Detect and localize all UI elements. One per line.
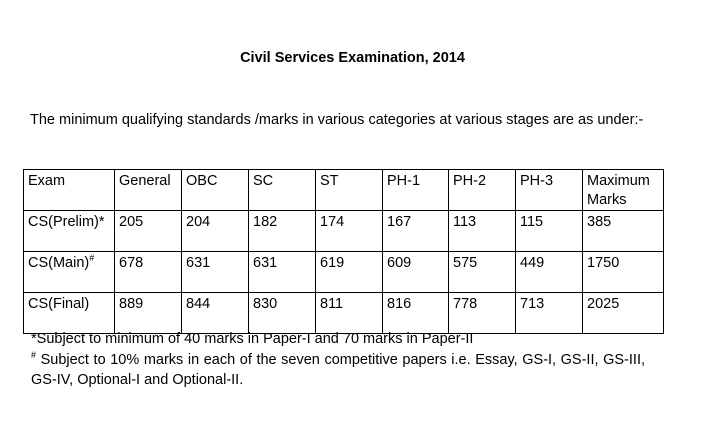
cell-ph3: 449 [516,252,583,293]
cell-obc: 204 [182,211,249,252]
footnote-main [31,350,645,390]
cell-ph3: 713 [516,293,583,334]
footnote-main-text: Subject to 10% marks in each of the seven competitive papers i.e. Essay, GS-I, GS-II, GS-III, GS-IV, Optional-I and Optional-II. [31,352,645,388]
cell-sc: 631 [249,252,316,293]
cell-ph2: 575 [449,252,516,293]
cell-maximum-marks: 2025 [583,293,664,334]
footnote-mark: * [98,214,105,230]
intro-paragraph: The minimum qualifying standards /marks in various categories at various stages are as under:- [30,112,644,128]
header-st: ST [316,170,383,211]
table-row [24,211,664,252]
cell-ph1: 167 [383,211,449,252]
header-maximum-marks: Maximum Marks [583,170,664,211]
header-sc: SC [249,170,316,211]
header-ph3: PH-3 [516,170,583,211]
header-ph2: PH-2 [449,170,516,211]
cell-maximum-marks: 385 [583,211,664,252]
exam-name: CS(Final) [28,296,90,312]
cell-general: 205 [115,211,182,252]
cell-sc: 830 [249,293,316,334]
header-exam: Exam [24,170,115,211]
footnote-main-mark: # [31,350,37,361]
cell-ph1: 609 [383,252,449,293]
exam-name: CS(Prelim) [28,214,99,230]
cell-ph2: 778 [449,293,516,334]
cell-ph3: 115 [516,211,583,252]
cell-general: 889 [115,293,182,334]
row-exam-cell [24,293,115,334]
row-exam-cell [24,211,115,252]
footnote-prelim: *Subject to minimum of 40 marks in Paper-I and 70 marks in Paper-II [31,331,474,347]
cell-ph2: 113 [449,211,516,252]
table-row [24,293,664,334]
cell-general: 678 [115,252,182,293]
cell-maximum-marks: 1750 [583,252,664,293]
cell-st: 174 [316,211,383,252]
header-ph1: PH-1 [383,170,449,211]
header-obc: OBC [182,170,249,211]
table-header-row [24,170,664,211]
cell-obc: 844 [182,293,249,334]
footnote-mark: # [89,253,95,264]
cell-ph1: 816 [383,293,449,334]
cell-st: 811 [316,293,383,334]
table-row [24,252,664,293]
cell-st: 619 [316,252,383,293]
header-general: General [115,170,182,211]
row-exam-cell [24,252,115,293]
cell-obc: 631 [182,252,249,293]
qualifying-marks-table [23,169,664,334]
exam-name: CS(Main) [28,255,90,271]
cell-sc: 182 [249,211,316,252]
document-title: Civil Services Examination, 2014 [240,50,465,66]
